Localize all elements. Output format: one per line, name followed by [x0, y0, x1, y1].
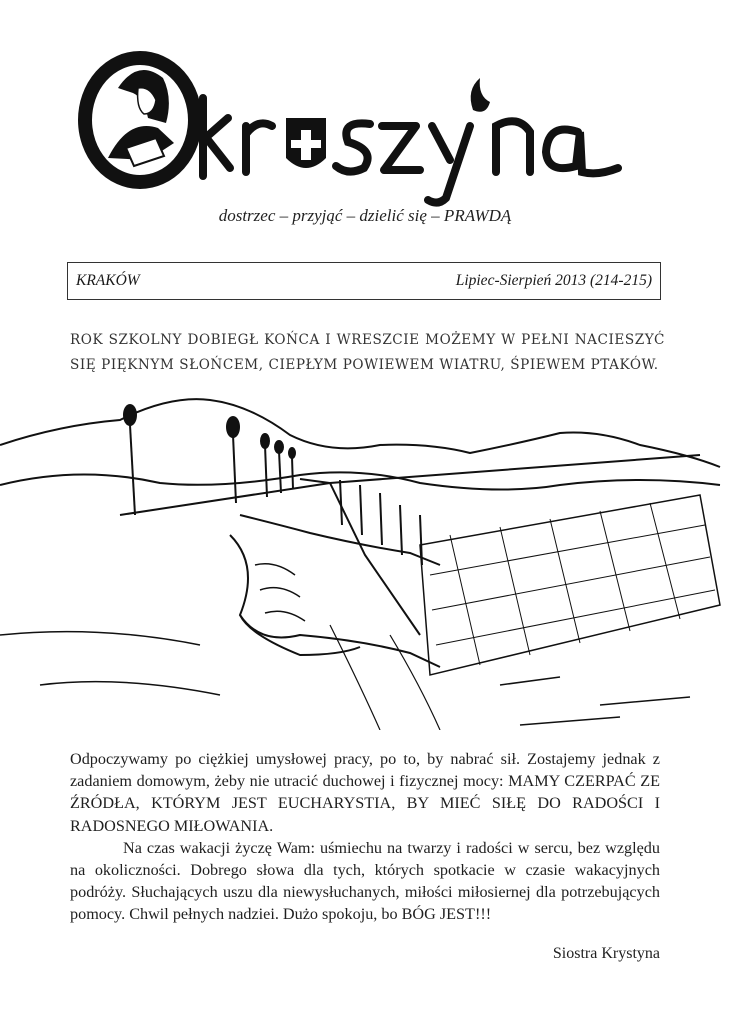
- headline: ROK SZKOLNY DOBIEGŁ KOŃCA I WRESZCIE MOŻEMY W PEŁNI NACIESZYĆ SIĘ PIĘKNYM SŁOŃCEM, CIEPŁYM POWIEWEM WIATRU, ŚPIEWEM PTAKÓW.: [70, 332, 665, 373]
- outstretched-hand-landscape-illustration: [0, 385, 730, 730]
- city-label: KRAKÓW: [76, 272, 140, 289]
- illustration: [0, 385, 730, 730]
- body-paragraph-2: Na czas wakacji życzę Wam: uśmiechu na twarzy i radości w sercu, bez względu na okoliczności. Dobrego słowa dla tych, których spotkacie w czasie wakacyjnych podróży. Słuchających uszu dla niewysłuchanych, miłości miłosiernej dla potrzebujących pomocy. Chwil pełnych nadziei. Dużo spokoju, bo BÓG JEST!!!: [70, 838, 660, 924]
- body-text: [70, 748, 660, 926]
- issue-info-box: [67, 262, 661, 300]
- masthead-logo: [78, 48, 658, 208]
- nun-with-book-logo: [78, 48, 658, 208]
- issue-date: Lipiec-Sierpień 2013 (214-215): [455, 272, 652, 289]
- signature: Siostra Krystyna: [552, 945, 660, 962]
- motto: dostrzec – przyjąć – dzielić się – PRAWDĄ: [218, 206, 512, 225]
- body-paragraph-1: Odpoczywamy po ciężkiej umysłowej pracy, po to, by nabrać sił. Zostajemy jednak z zadaniem domowym, żeby nie utracić duchowej i fizycznej mocy: MAMY CZERPAĆ ZE ŹRÓDŁA, KTÓRYM JEST EUCHARYSTIA, BY MIEĆ SIŁĘ DO RADOŚCI I RADOSNEGO MIŁOWANIA.: [70, 750, 660, 835]
